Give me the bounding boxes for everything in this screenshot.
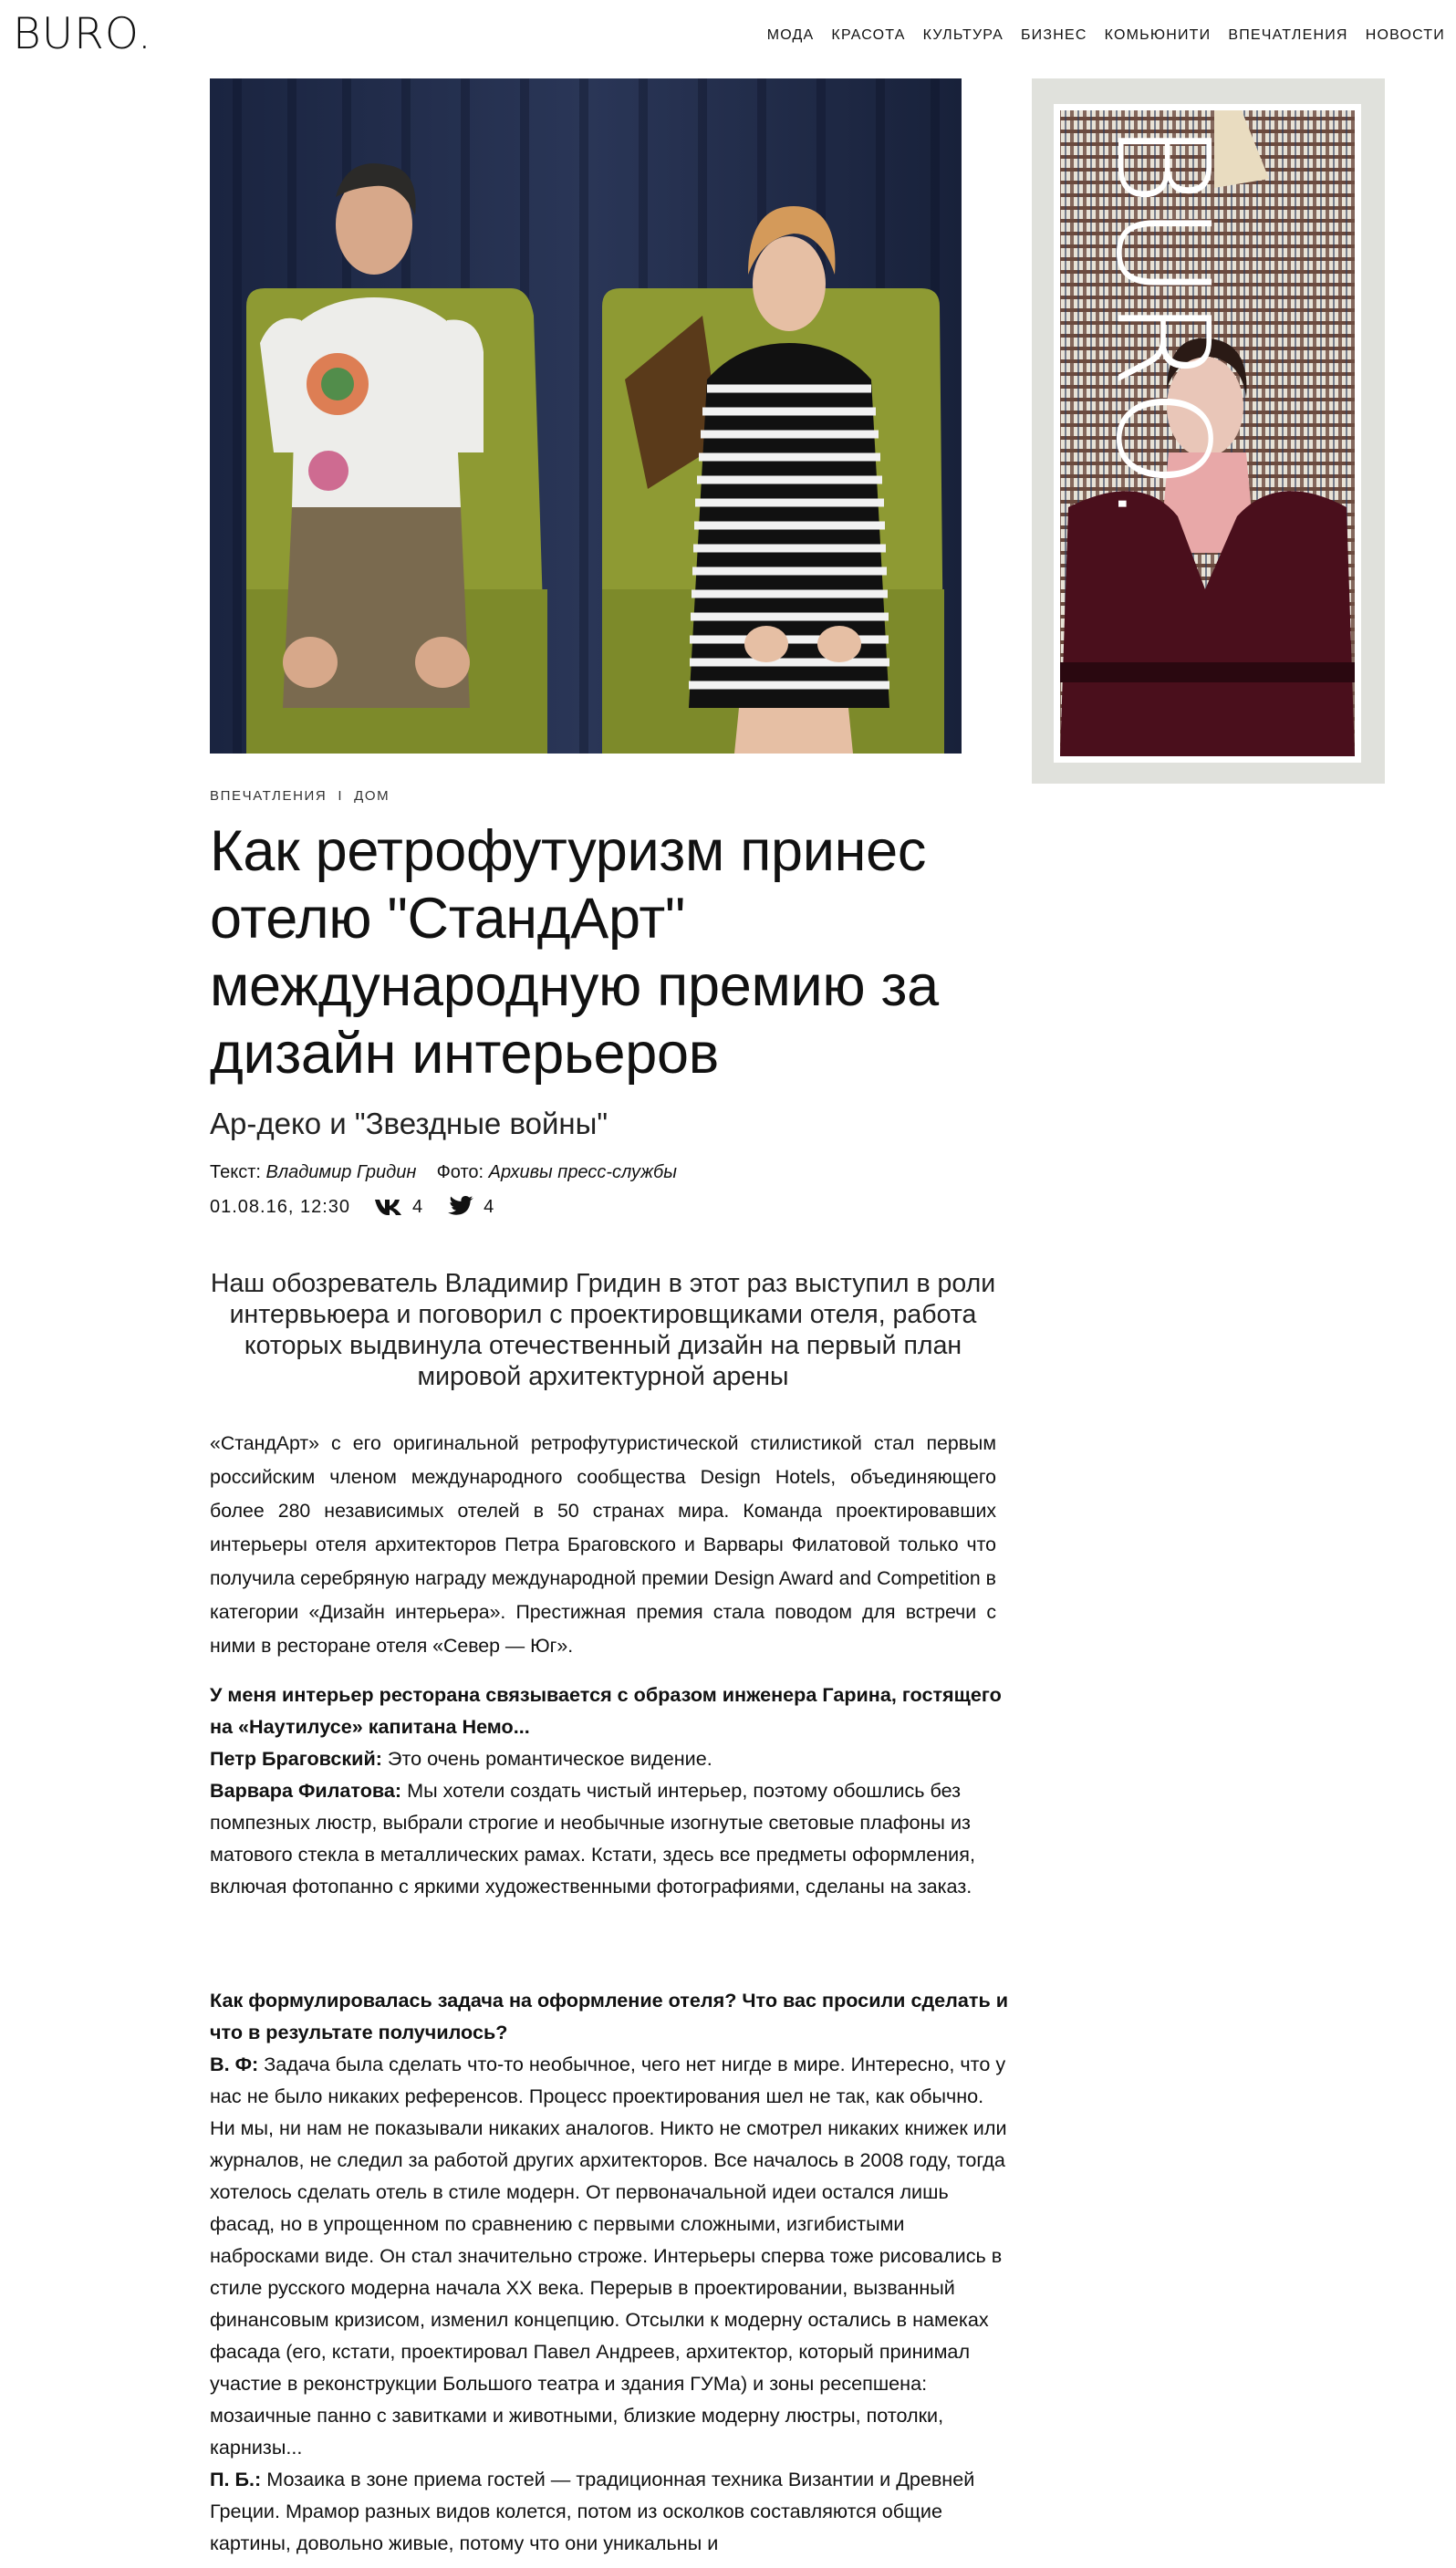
ad-illustration bbox=[1032, 78, 1385, 784]
twitter-share-count: 4 bbox=[484, 1196, 495, 1217]
rubric-separator: I bbox=[338, 788, 344, 804]
site-header bbox=[0, 0, 1456, 73]
article-title: Как ретрофутуризм принес отелю "СтандАрт" международную премию за дизайн интерьеров bbox=[210, 819, 939, 1086]
article-credits bbox=[210, 1162, 677, 1183]
nav-item-culture[interactable]: КУЛЬТУРА bbox=[922, 27, 1004, 43]
publish-date: 01.08.16, 12:30 bbox=[210, 1196, 351, 1217]
nav-item-beauty[interactable]: КРАСОТА bbox=[831, 27, 906, 43]
answer-1-text: Это очень романтическое видение. bbox=[381, 1747, 712, 1770]
photo-credit: Архивы пресс-службы bbox=[488, 1162, 677, 1182]
site-logo[interactable]: BURO. bbox=[13, 9, 152, 59]
qa-block-1 bbox=[210, 1679, 1013, 1902]
answer-2-text: Мы хотели создать чистый интерьер, поэтому обошлись без помпезных люстр, выбрали строгие и необычные изогнутые световые плафоны из матового стекла в металлических рамах. Кстати, здесь все предметы оформления, включая фотопанно с яркими художественными фотографиями, сделаны на заказ. bbox=[210, 1779, 975, 1897]
vk-share-button[interactable] bbox=[374, 1197, 423, 1218]
text-label: Текст: bbox=[210, 1162, 261, 1182]
answer-4-speaker: П. Б.: bbox=[210, 2468, 262, 2490]
article-subtitle: Ар-деко и "Звездные войны" bbox=[210, 1107, 608, 1140]
rubrics bbox=[210, 788, 390, 804]
hero-photo bbox=[210, 78, 962, 754]
author-name[interactable]: Владимир Гридин bbox=[265, 1162, 417, 1182]
vk-share-count: 4 bbox=[412, 1196, 424, 1217]
question-1: У меня интерьер ресторана связывается с образом инженера Гарина, гостящего на «Наутилусе» капитана Немо... bbox=[210, 1683, 1002, 1738]
main-nav bbox=[750, 27, 1445, 44]
answer-3-speaker: В. Ф: bbox=[210, 2053, 259, 2075]
nav-item-impressions[interactable]: ВПЕЧАТЛЕНИЯ bbox=[1228, 27, 1348, 43]
article-lead: Наш обозреватель Владимир Гридин в этот раз выступил в роли интервьюера и поговорил с проектировщиками отеля, работа которых выдвинула отечественный дизайн на первый план мировой архитектурной арены bbox=[210, 1269, 996, 1391]
ad-brand-text: BURO. bbox=[1087, 122, 1236, 525]
article-intro: «СтандАрт» с его оригинальной ретрофутуристической стилистикой стал первым российским членом международного сообщества Design Hotels, объединяющего более 280 независимых отелей в 50 странах мира. Команда проектировавших интерьеры отеля архитекторов Петра Браговского и Варвары Филатовой только что получила серебряную награду международной премии Design Award and Competition в категории «Дизайн интерьера». Престижная премия стала поводом для встречи с ними в ресторане отеля «Север — Юг». bbox=[210, 1432, 996, 1657]
photo-label: Фото: bbox=[436, 1162, 484, 1182]
nav-item-community[interactable]: КОМЬЮНИТИ bbox=[1104, 27, 1212, 43]
question-2: Как формулировалась задача на оформление отеля? Что вас просили сделать и что в результате получилось? bbox=[210, 1989, 1009, 2043]
article-meta bbox=[210, 1195, 494, 1219]
nav-item-news[interactable]: НОВОСТИ bbox=[1365, 27, 1445, 43]
qa-block-2 bbox=[210, 1984, 1013, 2559]
nav-item-business[interactable]: БИЗНЕС bbox=[1020, 27, 1087, 43]
rubric-impressions[interactable]: ВПЕЧАТЛЕНИЯ bbox=[210, 788, 328, 804]
answer-3-text: Задача была сделать что-то необычное, чего нет нигде в мире. Интересно, что у нас не было никаких референсов. Процесс проектирования шел не так, как обычно. Ни мы, ни нам не показывали никаких аналогов. Никто не смотрел никаких книжек или журналов, не следил за работой других архитекторов. Все началось в 2008 году, тогда хотелось сделать отель в стиле модерн. От первоначальной идеи остался лишь фасад, но в упрощенном по сравнению с первыми сложными, изгибистыми набросками виде. Он стал значительно строже. Интерьеры сперва тоже рисовались в стиле русского модерна начала XX века. Перерыв в проектировании, вызванный финансовым кризисом, изменил концепцию. Отсылки к модерну остались в намеках фасада (его, кстати, проектировал Павел Андреев, архитектор, который принимал участие в реконструкции Большого театра и здания ГУМа) и зоны ресепшена: мозаичные панно с завитками и животными, близкие модерну люстры, потолки, карнизы... bbox=[210, 2053, 1007, 2459]
answer-4-text: Мозаика в зоне приема гостей — традиционная техника Византии и Древней Греции. Мрамор разных видов колется, потом из осколков составляются общие картины, довольно живые, потому что они уникальны и bbox=[210, 2468, 975, 2554]
nav-item-fashion[interactable]: МОДА bbox=[766, 27, 815, 43]
hero-illustration bbox=[210, 78, 962, 754]
rubric-home[interactable]: ДОМ bbox=[354, 788, 390, 804]
answer-1-speaker: Петр Браговский: bbox=[210, 1747, 382, 1770]
twitter-icon bbox=[447, 1195, 474, 1219]
ad-banner[interactable] bbox=[1032, 78, 1385, 784]
vk-icon bbox=[374, 1198, 403, 1216]
twitter-share-button[interactable] bbox=[447, 1195, 494, 1219]
answer-2-speaker: Варвара Филатова: bbox=[210, 1779, 402, 1802]
